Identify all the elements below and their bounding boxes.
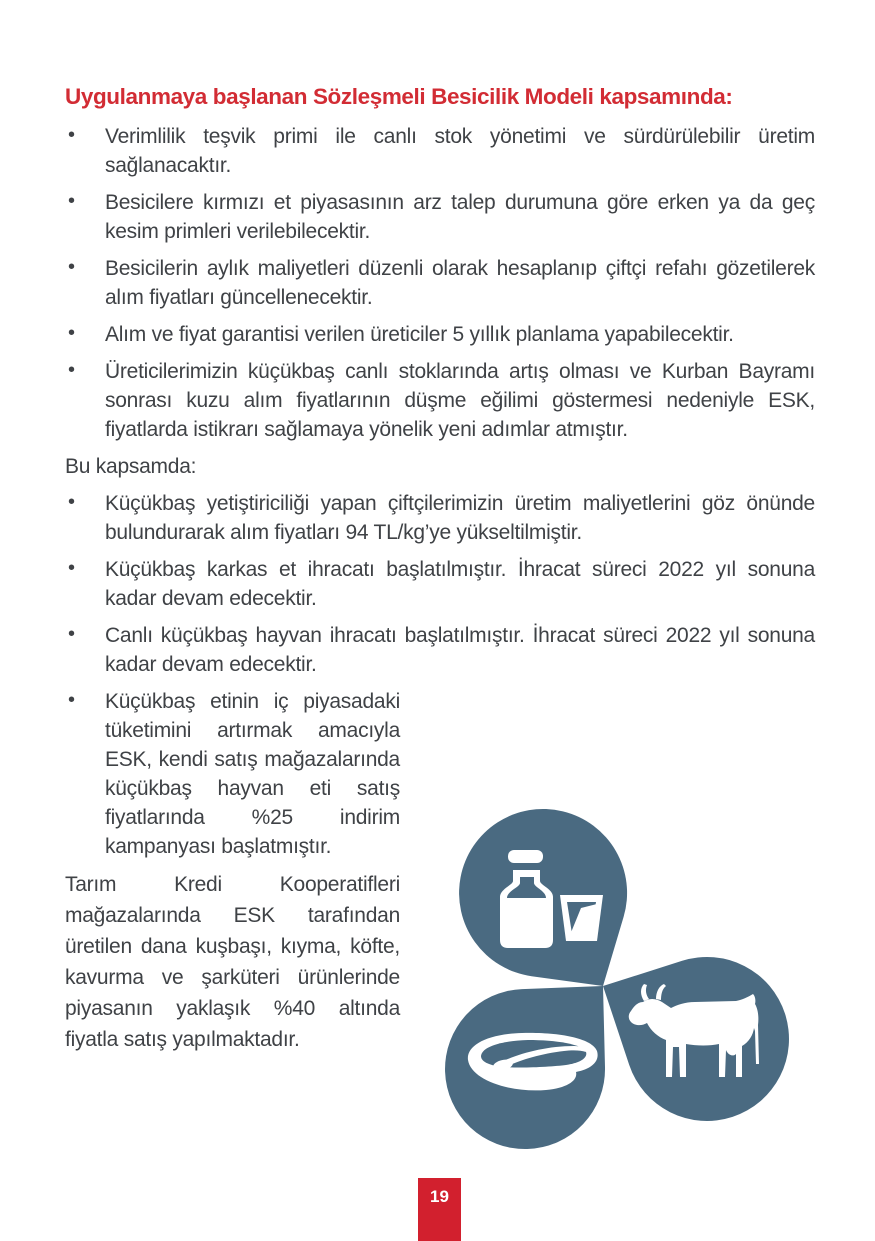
- milk-glass-icon: [560, 895, 603, 941]
- bullet-text: Küçükbaş karkas et ihracatı başlatılmıştır. İhracat süreci 2022 yıl sonuna kadar devam edecektir.: [105, 558, 815, 610]
- bullet-glyph: •: [68, 256, 75, 278]
- list-item: [65, 555, 815, 613]
- list-item: [65, 254, 815, 312]
- bullet-text: Alım ve fiyat garantisi verilen üreticiler 5 yıllık planlama yapabilecektir.: [105, 323, 734, 346]
- closing-paragraph: Tarım Kredi Kooperatifleri mağazalarında ESK tarafından üretilen dana kuşbaşı, kıyma, köfte, kavurma ve şarküteri ürünlerinde piyasanın yaklaşık %40 altında fiyatla satış yapılmaktadır.: [65, 873, 400, 1051]
- bullet-glyph: •: [68, 491, 75, 513]
- bullet-glyph: •: [68, 689, 75, 711]
- list-item: [65, 357, 815, 444]
- bullet-text: Küçükbaş etinin iç piyasadaki tüketimini artırmak amacıyla ESK, kendi satış mağazalarında küçükbaş hayvan eti satış fiyatlarında %25 indirim kampanyası başlatmıştır.: [105, 690, 400, 858]
- bullet-text: Verimlilik teşvik primi ile canlı stok yönetimi ve sürdürülebilir üretim sağlanacaktır.: [105, 125, 815, 177]
- bullet-glyph: •: [68, 190, 75, 212]
- bullet-glyph: •: [68, 359, 75, 381]
- dairy-petal: [459, 809, 627, 986]
- page-title: Uygulanmaya başlanan Sözleşmeli Besicilik Modeli kapsamında:: [65, 84, 733, 109]
- page-number: 19: [430, 1187, 449, 1206]
- list-item: [65, 320, 815, 349]
- list-item: [65, 122, 815, 180]
- list-item: [65, 188, 815, 246]
- bullet-glyph: •: [68, 322, 75, 344]
- bullet-text: Üreticilerimizin küçükbaş canlı stoklarında artış olması ve Kurban Bayramı sonrası kuzu alım fiyatlarının düşme eğilimi göstermesi nedeniyle ESK, fiyatlarda istikrarı sağlamaya yönelik yeni adımlar atmıştır.: [105, 360, 815, 441]
- bullet-glyph: •: [68, 623, 75, 645]
- section-lead: Bu kapsamda:: [65, 455, 197, 478]
- page-number-box: [418, 1178, 461, 1241]
- bullet-text: Besicilere kırmızı et piyasasının arz talep durumuna göre erken ya da geç kesim primleri verilebilecektir.: [105, 191, 815, 243]
- bullet-glyph: •: [68, 557, 75, 579]
- list-item: [65, 489, 815, 547]
- bullet-text: Canlı küçükbaş hayvan ihracatı başlatılmıştır. İhracat süreci 2022 yıl sonuna kadar devam edecektir.: [105, 624, 815, 676]
- cattle-petal: [603, 957, 789, 1121]
- intro-bullet-list: [65, 122, 815, 444]
- bullet-glyph: •: [68, 124, 75, 146]
- meat-petal: [445, 986, 605, 1149]
- list-item: [65, 621, 815, 679]
- bullet-text: Besicilerin aylık maliyetleri düzenli olarak hesaplanıp çiftçi refahı gözetilerek alım fiyatları güncellenecektir.: [105, 257, 815, 309]
- bullet-text: Küçükbaş yetiştiriciliği yapan çiftçilerimizin üretim maliyetlerini göz önünde bulundurarak alım fiyatları 94 TL/kg’ye yükseltilmiştir.: [105, 492, 815, 544]
- three-petal-graphic: [450, 788, 850, 1173]
